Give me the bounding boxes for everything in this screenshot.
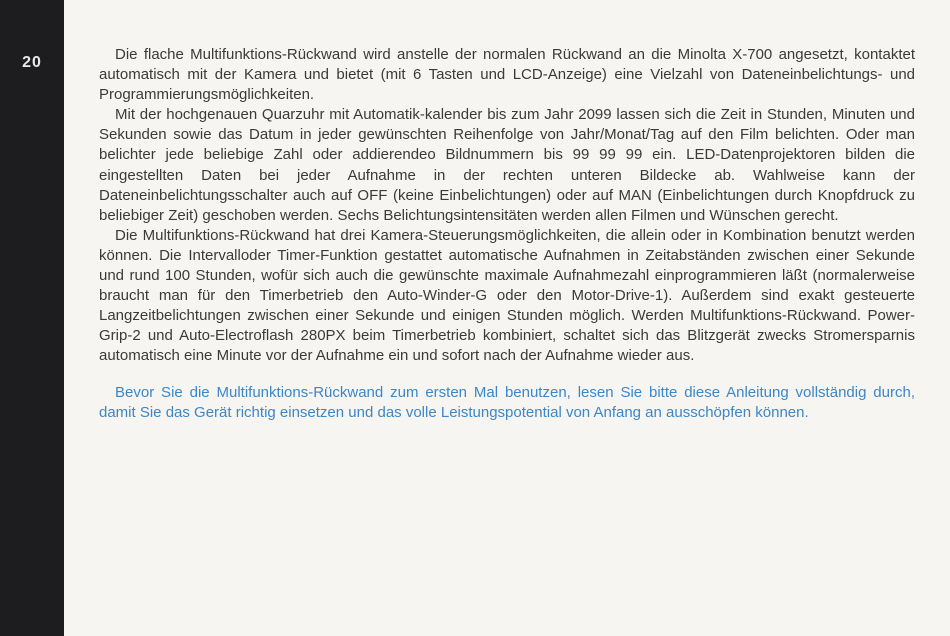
page-side-band: [0, 0, 64, 636]
page-content: [99, 45, 915, 423]
usage-note: Bevor Sie die Multifunktions-Rückwand zum ersten Mal benutzen, lesen Sie bitte diese Anleitung vollständig durch, damit Sie das Gerät richtig einsetzen und das volle Leistungspotential von Anfang an ausschöpfen können.: [99, 383, 915, 421]
paragraph-intro: Die flache Multifunktions-Rückwand wird anstelle der normalen Rückwand an die Minolta X-700 angesetzt, kontaktet automatisch mit der Kamera und bietet (mit 6 Tasten und LCD-Anzeige) eine Vielzahl von Dateneinbelichtungs- und Programmierungsmöglichkeiten.: [99, 46, 915, 104]
paragraph-camera-control: Die Multifunktions-Rückwand hat drei Kamera-Steuerungsmöglichkeiten, die allein oder in Kombination benutzt werden können. Die Intervalloder Timer-Funktion gestattet automatische Aufnahmen in Zeitabständen zwischen einer Sekunde und rund 100 Stunden, wofür sich auch die gewünschte maximale Aufnahmezahl einprogrammieren läßt (normalerweise braucht man für den Timerbetrieb den Auto-Winder-G oder den Motor-Drive-1). Außerdem sind exakt gesteuerte Langzeitbelichtungen zwischen einer Sekunde und einigen Stunden möglich. Werden Multifunktions-Rückwand. Power-Grip-2 und Auto-Electroflash 280PX beim Timerbetrieb kombiniert, schaltet sich das Blitzgerät zwecks Stromersparnis automatisch eine Minute vor der Aufnahme ein und sofort nach der Aufnahme wieder aus.: [99, 226, 915, 365]
page-number: 20: [22, 54, 42, 71]
paragraph-quartz-clock: Mit der hochgenauen Quarzuhr mit Automatik-kalender bis zum Jahr 2099 lassen sich die Zeit in Stunden, Minuten und Sekunden sowie das Datum in jeder gewünschten Reihenfolge von Jahr/Monat/Tag auf den Film belichten. Oder man belichter jede beliebige Zahl oder addierendeo Bildnummern bis 99 99 99 ein. LED-Datenprojektoren bilden die eingestellten Daten bei jeder Aufnahme in der rechten unteren Bildecke ab. Wahlweise kann der Dateneinbelichtungsschalter auch auf OFF (keine Einbelichtungen) oder auf MAN (Einbelichtungen durch Knopfdruck zu beliebiger Zeit) geschoben werden. Sechs Belichtungsintensitäten werden allen Filmen und Wünschen gerecht.: [99, 106, 915, 224]
